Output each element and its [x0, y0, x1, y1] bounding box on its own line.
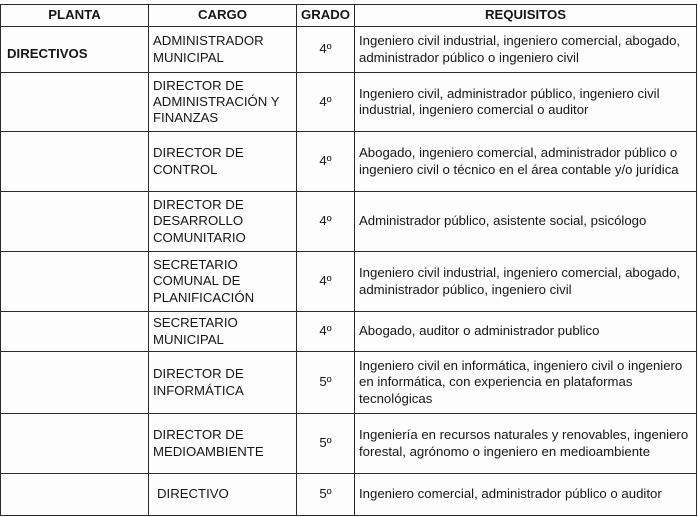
requisitos-cell: Ingeniería en recursos naturales y renovables, ingeniero forestal, agrónomo o ingeniero en medioambiente: [355, 414, 697, 474]
planta-cell-empty: [1, 312, 149, 352]
grado-cell: 5º: [297, 352, 355, 414]
cargo-cell: DIRECTOR DE INFORMÁTICA: [149, 352, 297, 414]
table-header-row: [1, 5, 697, 27]
table-row: [1, 352, 697, 414]
table-row: [1, 73, 697, 132]
header-cargo: CARGO: [149, 5, 297, 27]
planta-cell-empty: [1, 414, 149, 474]
planta-cell-empty: [1, 474, 149, 516]
table-row: [1, 27, 697, 73]
cargo-cell: SECRETARIO COMUNAL DE PLANIFICACIÓN: [149, 252, 297, 312]
grado-cell: 5º: [297, 414, 355, 474]
planta-cell: [1, 27, 149, 73]
table-row: [1, 252, 697, 312]
cargo-cell: SECRETARIO MUNICIPAL: [149, 312, 297, 352]
grado-cell: 4º: [297, 312, 355, 352]
cargos-table: [0, 4, 697, 516]
grado-cell: 4º: [297, 132, 355, 192]
grado-cell: 4º: [297, 27, 355, 73]
requisitos-cell: Ingeniero civil, administrador público, ingeniero civil industrial, ingeniero comercial o auditor: [355, 73, 697, 132]
cargo-cell: DIRECTOR DE ADMINISTRACIÓN Y FINANZAS: [149, 73, 297, 132]
planta-cell-empty: [1, 73, 149, 132]
grado-cell: 4º: [297, 192, 355, 252]
requisitos-cell: Ingeniero civil industrial, ingeniero comercial, abogado, administrador público o ingeniero civil: [355, 27, 697, 73]
requisitos-cell: Abogado, ingeniero comercial, administrador público o ingeniero civil o técnico en el área contable y/o jurídica: [355, 132, 697, 192]
header-grado: GRADO: [297, 5, 355, 27]
cargo-cell: DIRECTOR DE CONTROL: [149, 132, 297, 192]
requisitos-cell: Ingeniero civil en informática, ingeniero civil o ingeniero en informática, con experiencia en plataformas tecnológicas: [355, 352, 697, 414]
planta-cell-empty: [1, 192, 149, 252]
planta-cell-empty: [1, 352, 149, 414]
table-row: [1, 132, 697, 192]
grado-cell: 5º: [297, 474, 355, 516]
table-row: [1, 474, 697, 516]
cargo-cell: [149, 474, 297, 516]
grado-cell: 4º: [297, 252, 355, 312]
planta-cell-empty: [1, 252, 149, 312]
table-row: [1, 312, 697, 352]
table-row: [1, 192, 697, 252]
cargo-cell: ADMINISTRADOR MUNICIPAL: [149, 27, 297, 73]
planta-group-label: DIRECTIVOS: [7, 46, 88, 62]
cargo-cell: DIRECTOR DE MEDIOAMBIENTE: [149, 414, 297, 474]
requisitos-cell: Ingeniero comercial, administrador público o auditor: [355, 474, 697, 516]
planta-cell-empty: [1, 132, 149, 192]
header-requisitos: REQUISITOS: [355, 5, 697, 27]
cargo-text: DIRECTIVO: [157, 486, 229, 502]
cargo-cell: DIRECTOR DE DESARROLLO COMUNITARIO: [149, 192, 297, 252]
header-planta: PLANTA: [1, 5, 149, 27]
grado-cell: 4º: [297, 73, 355, 132]
requisitos-cell: Ingeniero civil industrial, ingeniero comercial, abogado, administrador público, ingeniero civil: [355, 252, 697, 312]
table-row: [1, 414, 697, 474]
requisitos-cell: Abogado, auditor o administrador publico: [355, 312, 697, 352]
requisitos-cell: Administrador público, asistente social, psicólogo: [355, 192, 697, 252]
